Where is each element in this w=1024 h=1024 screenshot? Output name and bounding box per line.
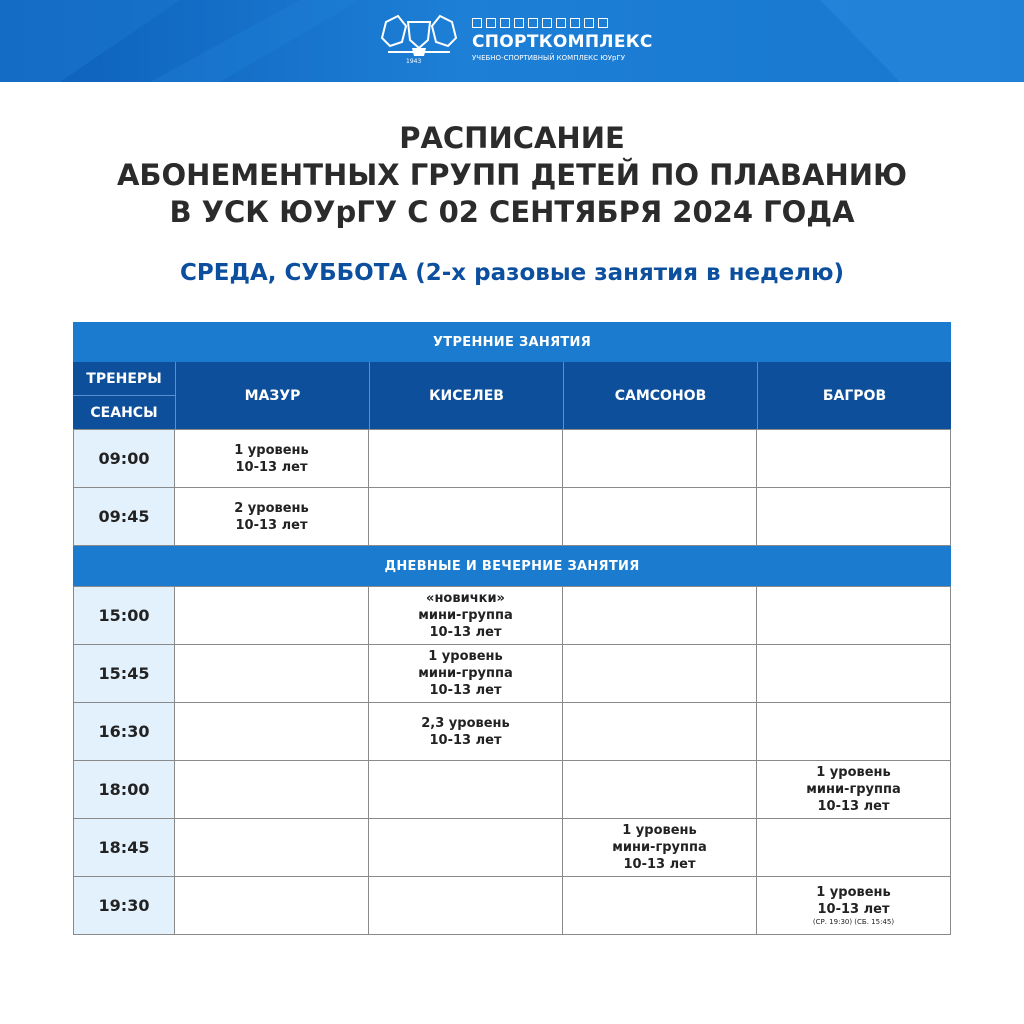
schedule-row xyxy=(73,586,951,645)
schedule-cell xyxy=(563,587,757,644)
header-banner xyxy=(0,0,1024,82)
group-info: 1 уровень xyxy=(816,885,891,900)
group-info: 10-13 лет xyxy=(817,902,890,917)
schedule-row xyxy=(73,645,951,703)
coach-header-samsonov: САМСОНОВ xyxy=(564,362,758,429)
schedule-cell xyxy=(757,761,951,818)
schedule-cell xyxy=(563,488,757,545)
schedule-cell xyxy=(175,587,369,644)
schedule-cell xyxy=(563,761,757,818)
schedule-cell xyxy=(369,761,563,818)
brand-subtitle: УЧЕБНО-СПОРТИВНЫЙ КОМПЛЕКС ЮУрГУ xyxy=(472,54,626,62)
title-line-3: В УСК ЮУрГУ С 02 СЕНТЯБРЯ 2024 ГОДА xyxy=(169,195,855,229)
schedule-days: СРЕДА, СУББОТА (2-х разовые занятия в неделю) xyxy=(180,260,844,286)
group-info: 10-13 лет xyxy=(429,683,502,698)
schedule-cell xyxy=(563,645,757,702)
schedule-cell xyxy=(175,877,369,934)
schedule-cell xyxy=(175,819,369,876)
group-info: 2 уровень xyxy=(234,500,309,516)
header-corner xyxy=(73,362,176,429)
schedule-cell xyxy=(563,819,757,876)
session-time: 18:45 xyxy=(73,819,175,876)
schedule-cell xyxy=(757,703,951,760)
schedule-cell xyxy=(757,430,951,487)
group-info: «новички» xyxy=(426,591,505,606)
group-info: 1 уровень xyxy=(428,649,503,664)
schedule-cell xyxy=(175,703,369,760)
group-info: 10-13 лет xyxy=(429,625,502,640)
schedule-row xyxy=(73,488,951,546)
schedule-cell xyxy=(757,488,951,545)
schedule-cell xyxy=(175,761,369,818)
logo-year: 1943 xyxy=(406,58,422,65)
schedule-cell xyxy=(175,645,369,702)
schedule-cell xyxy=(757,877,951,934)
evening-section-header: ДНЕВНЫЕ И ВЕЧЕРНИЕ ЗАНЯТИЯ xyxy=(73,546,951,586)
schedule-cell xyxy=(757,819,951,876)
group-info: 10-13 лет xyxy=(235,517,308,533)
schedule-cell xyxy=(563,703,757,760)
session-time: 18:00 xyxy=(73,761,175,818)
schedule-cell xyxy=(369,488,563,545)
schedule-row xyxy=(73,429,951,488)
session-time: 09:45 xyxy=(73,488,175,545)
coaches-label: ТРЕНЕРЫ xyxy=(73,362,175,396)
schedule-cell xyxy=(563,430,757,487)
sport-icons xyxy=(472,18,608,28)
morning-rows xyxy=(73,429,951,546)
schedule-cell xyxy=(369,645,563,702)
group-info: мини-группа xyxy=(612,840,707,855)
schedule-cell xyxy=(369,703,563,760)
schedule-cell xyxy=(369,877,563,934)
brand-name: СПОРТКОМПЛЕКС xyxy=(472,32,653,52)
session-note: (СР. 19:30) (СБ. 15:45) xyxy=(812,918,895,926)
schedule-cell xyxy=(563,877,757,934)
coach-header-mazur: МАЗУР xyxy=(176,362,370,429)
page-title xyxy=(0,120,1024,231)
morning-section-header: УТРЕННИЕ ЗАНЯТИЯ xyxy=(73,322,951,362)
group-info: 10-13 лет xyxy=(235,459,308,475)
schedule-cell xyxy=(369,587,563,644)
group-info: мини-группа xyxy=(806,782,901,797)
session-time: 09:00 xyxy=(73,430,175,487)
schedule-row xyxy=(73,703,951,761)
schedule-cell xyxy=(757,587,951,644)
evening-rows xyxy=(73,586,951,935)
coach-header-row xyxy=(73,362,951,429)
schedule-row xyxy=(73,761,951,819)
group-info: 10-13 лет xyxy=(623,857,696,872)
session-time: 15:00 xyxy=(73,587,175,644)
group-info: 10-13 лет xyxy=(817,799,890,814)
group-info: 1 уровень xyxy=(816,765,891,780)
group-info: 2,3 уровень xyxy=(421,715,510,731)
schedule-cell xyxy=(175,430,369,487)
group-info: 10-13 лет xyxy=(429,732,502,748)
session-time: 15:45 xyxy=(73,645,175,702)
schedule-cell xyxy=(175,488,369,545)
schedule-cell xyxy=(369,430,563,487)
schedule-cell xyxy=(369,819,563,876)
session-time: 19:30 xyxy=(73,877,175,934)
coach-header-bagrov: БАГРОВ xyxy=(822,387,887,404)
schedule-cell xyxy=(757,645,951,702)
logo xyxy=(376,12,660,70)
title-line-2: АБОНЕМЕНТНЫХ ГРУПП ДЕТЕЙ ПО ПЛАВАНИЮ xyxy=(116,158,908,192)
group-info: мини-группа xyxy=(418,666,513,681)
group-info: 1 уровень xyxy=(234,442,309,458)
schedule-table xyxy=(73,322,951,935)
group-info: 1 уровень xyxy=(622,823,697,838)
title-line-1: РАСПИСАНИЕ xyxy=(399,121,625,155)
sessions-label: СЕАНСЫ xyxy=(90,404,158,421)
coach-header-kiselev: КИСЕЛЕВ xyxy=(370,362,564,429)
schedule-row xyxy=(73,819,951,877)
schedule-row xyxy=(73,877,951,935)
session-time: 16:30 xyxy=(73,703,175,760)
group-info: мини-группа xyxy=(418,608,513,623)
